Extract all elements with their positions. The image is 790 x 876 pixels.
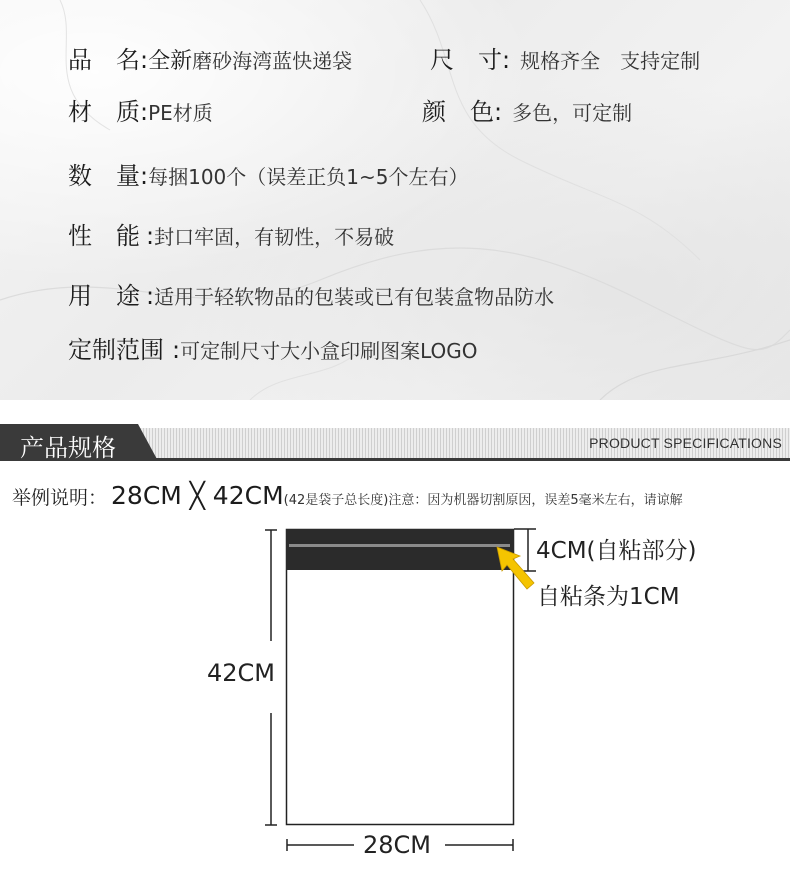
spec-value-performance: 封口牢固，有韧性，不易破	[154, 225, 395, 249]
spec-row-name	[68, 40, 352, 75]
spec-row-usage	[68, 276, 554, 311]
height-dim-label: 42CM	[207, 659, 276, 687]
spec-value-custom: 可定制尺寸大小盒印刷图案LOGO	[180, 339, 478, 363]
spec-label-color: 颜 色	[422, 98, 494, 126]
spec-row-size	[430, 40, 700, 75]
spec-colon: :	[140, 162, 149, 190]
spec-colon: :	[172, 336, 181, 364]
spec-colon: :	[146, 222, 155, 250]
spec-row-quantity	[68, 156, 468, 191]
adhesive-strip	[289, 544, 510, 547]
spec-label-name: 品 名	[68, 46, 140, 74]
spec-label-size: 尺 寸	[430, 46, 502, 74]
spec-label-quantity: 数 量	[68, 162, 140, 190]
bag-outline	[287, 530, 514, 825]
width-dim-label: 28CM	[363, 831, 432, 859]
bag-diagram-svg	[0, 515, 790, 876]
spec-label-performance: 性 能	[68, 222, 140, 250]
spec-colon: :	[494, 98, 503, 126]
example-label: 举例说明：	[12, 487, 108, 509]
bag-flap	[286, 529, 514, 570]
spec-value-color: 多色，可定制	[512, 101, 633, 125]
spec-row-performance	[68, 216, 394, 251]
spec-value-name: 磨砂海湾蓝快递袋	[192, 49, 353, 73]
bag-diagram	[0, 515, 790, 876]
spec-label-custom: 定制范围	[68, 336, 164, 364]
flap-dim-label: 4CM(自粘部分)	[536, 538, 697, 564]
spec-panel	[0, 0, 790, 400]
adhesive-strip-label: 自粘条为1CM	[537, 584, 680, 610]
spec-label-usage: 用 途	[68, 282, 140, 310]
spec-colon: :	[502, 46, 511, 74]
spec-colon: :	[146, 282, 155, 310]
spec-label-material: 材 质	[68, 98, 140, 126]
spec-colon: :	[140, 46, 149, 74]
example-dimensions: 28CM ╳ 42CM	[111, 481, 284, 510]
example-line	[12, 481, 683, 510]
spec-colon: :	[140, 98, 149, 126]
spec-row-material	[68, 92, 213, 127]
spec-value-usage: 适用于轻软物品的包装或已有包装盒物品防水	[154, 285, 555, 309]
section-title: 产品规格	[20, 434, 116, 462]
spec-row-custom	[68, 330, 478, 365]
spec-value-material: PE材质	[148, 101, 213, 125]
example-note: (42是袋子总长度)注意：因为机器切割原因，误差5毫米左右，请谅解	[283, 493, 683, 508]
spec-value-name-prefix: 全新	[148, 49, 193, 74]
section-subtitle: PRODUCT SPECIFICATIONS	[589, 435, 782, 451]
spec-value-quantity: 每捆100个（误差正负1~5个左右）	[148, 165, 469, 189]
spec-value-size: 规格齐全 支持定制	[520, 49, 701, 73]
section-header	[0, 424, 790, 464]
spec-row-color	[422, 92, 632, 127]
